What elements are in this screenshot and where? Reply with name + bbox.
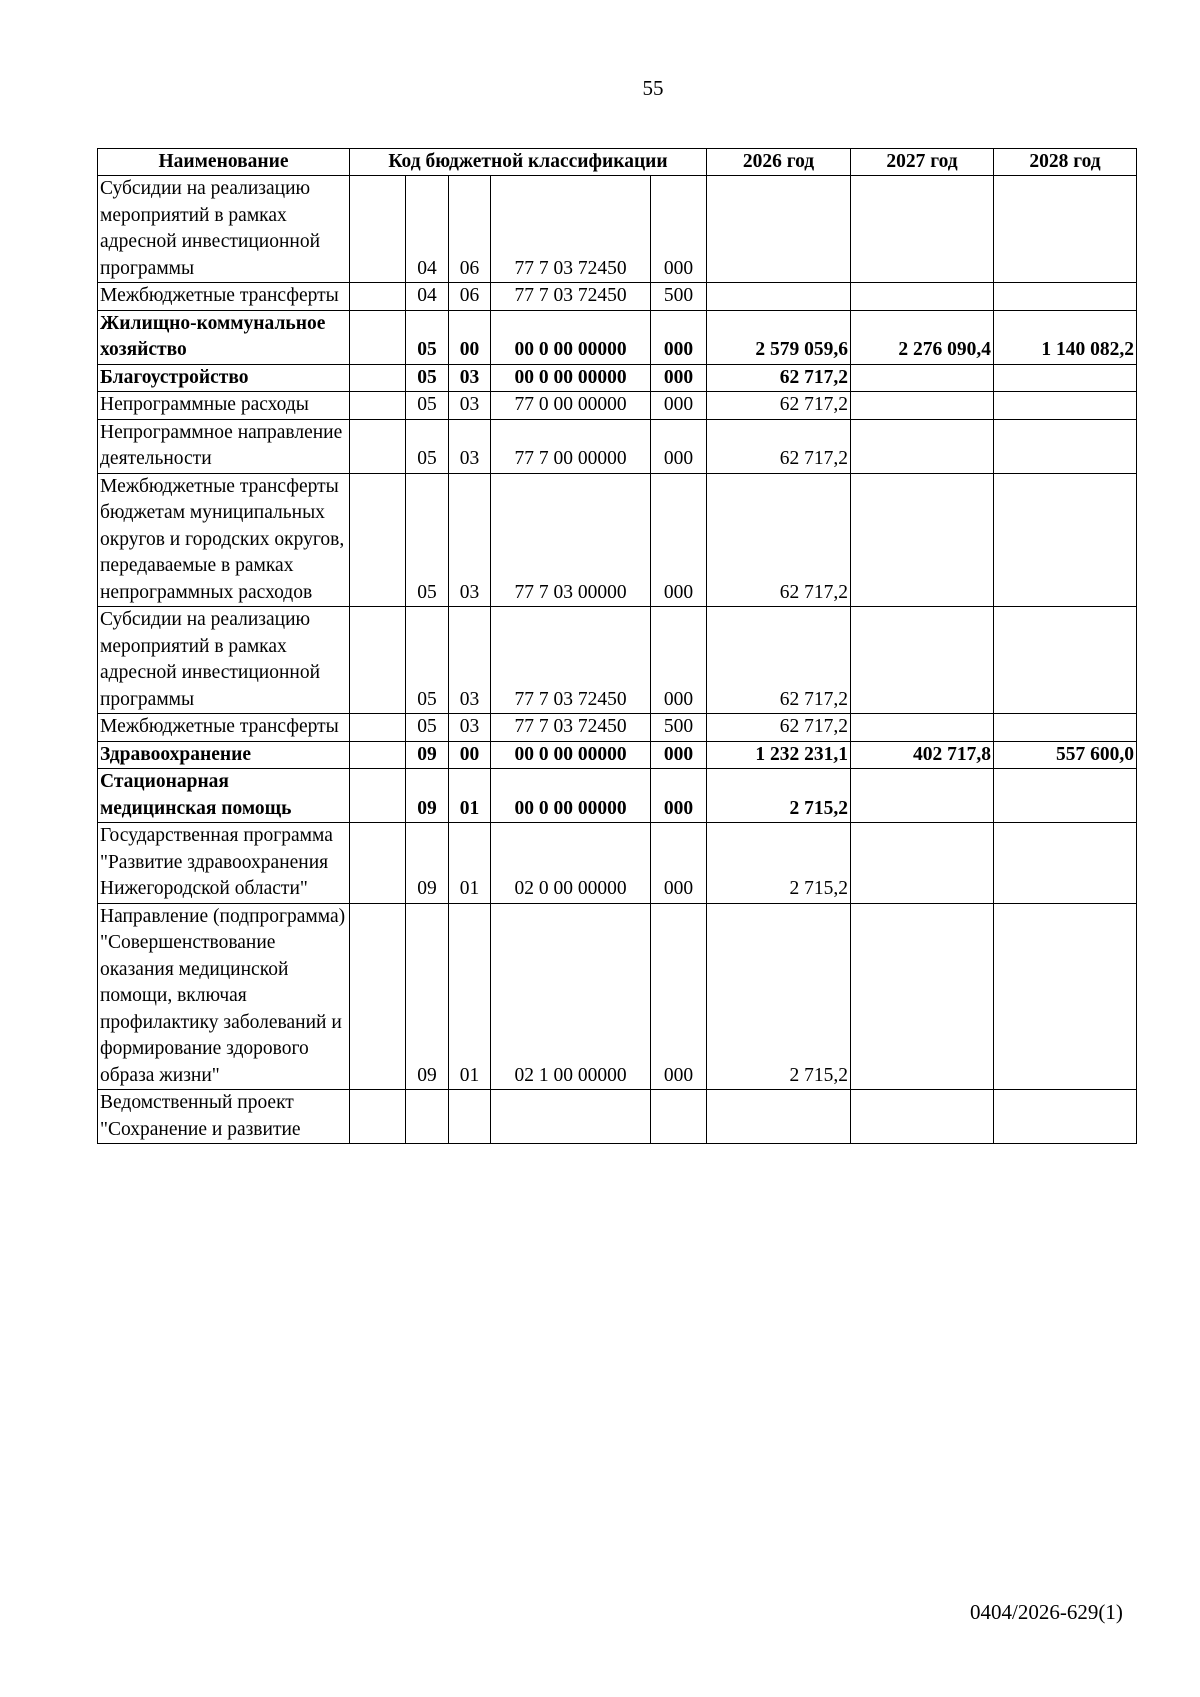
cell-target-article: 77 7 03 72450 — [491, 176, 651, 283]
cell-2028 — [994, 176, 1137, 283]
table-row — [98, 823, 1137, 904]
cell-2028 — [994, 392, 1137, 420]
table-row — [98, 903, 1137, 1090]
cell-target-article: 00 0 00 00000 — [491, 364, 651, 392]
cell-2026: 2 715,2 — [707, 903, 851, 1090]
cell-2026: 62 717,2 — [707, 364, 851, 392]
cell-2026: 62 717,2 — [707, 473, 851, 607]
cell-target-article: 77 7 03 72450 — [491, 714, 651, 742]
cell-section: 04 — [406, 283, 449, 311]
cell-section: 05 — [406, 714, 449, 742]
cell-name: Стационарная медицинская помощь — [98, 769, 350, 823]
cell-spacer — [350, 1090, 406, 1144]
cell-target-article: 77 7 03 00000 — [491, 473, 651, 607]
budget-table — [97, 148, 1137, 1144]
cell-expense-type: 000 — [651, 364, 707, 392]
cell-2027 — [851, 714, 994, 742]
cell-name: Государственная программа "Развитие здравоохранения Нижегородской области" — [98, 823, 350, 904]
cell-subsection: 03 — [449, 714, 491, 742]
table-row — [98, 741, 1137, 769]
cell-2026: 1 232 231,1 — [707, 741, 851, 769]
table-body — [98, 176, 1137, 1144]
table-header-row — [98, 149, 1137, 176]
cell-2026: 62 717,2 — [707, 714, 851, 742]
table-row — [98, 607, 1137, 714]
cell-2028 — [994, 473, 1137, 607]
cell-expense-type: 500 — [651, 714, 707, 742]
cell-target-article: 00 0 00 00000 — [491, 741, 651, 769]
cell-2028 — [994, 283, 1137, 311]
cell-2027 — [851, 607, 994, 714]
cell-name: Субсидии на реализацию мероприятий в рамках адресной инвестиционной программы — [98, 176, 350, 283]
cell-2027 — [851, 903, 994, 1090]
header-2027: 2027 год — [851, 149, 994, 176]
cell-expense-type: 000 — [651, 903, 707, 1090]
cell-2026: 2 715,2 — [707, 823, 851, 904]
cell-expense-type: 000 — [651, 769, 707, 823]
cell-section: 05 — [406, 607, 449, 714]
cell-subsection: 00 — [449, 310, 491, 364]
table-row — [98, 364, 1137, 392]
cell-2028 — [994, 607, 1137, 714]
cell-2028 — [994, 1090, 1137, 1144]
cell-2027 — [851, 823, 994, 904]
cell-section: 05 — [406, 419, 449, 473]
cell-subsection: 06 — [449, 176, 491, 283]
cell-spacer — [350, 903, 406, 1090]
cell-spacer — [350, 176, 406, 283]
cell-2027 — [851, 283, 994, 311]
cell-target-article: 77 7 00 00000 — [491, 419, 651, 473]
cell-2027 — [851, 473, 994, 607]
cell-spacer — [350, 823, 406, 904]
cell-expense-type — [651, 1090, 707, 1144]
cell-target-article: 00 0 00 00000 — [491, 310, 651, 364]
cell-name: Межбюджетные трансферты бюджетам муниципальных округов и городских округов, передаваемые в рамках непрограммных расходов — [98, 473, 350, 607]
cell-spacer — [350, 741, 406, 769]
cell-2026 — [707, 283, 851, 311]
cell-expense-type: 000 — [651, 310, 707, 364]
cell-name: Межбюджетные трансферты — [98, 714, 350, 742]
cell-expense-type: 000 — [651, 392, 707, 420]
cell-spacer — [350, 310, 406, 364]
cell-2026: 2 715,2 — [707, 769, 851, 823]
cell-section: 04 — [406, 176, 449, 283]
cell-2026 — [707, 176, 851, 283]
cell-2027 — [851, 419, 994, 473]
cell-expense-type: 500 — [651, 283, 707, 311]
cell-section — [406, 1090, 449, 1144]
cell-name: Ведомственный проект "Сохранение и развитие — [98, 1090, 350, 1144]
cell-subsection: 01 — [449, 903, 491, 1090]
cell-name: Благоустройство — [98, 364, 350, 392]
cell-2028: 557 600,0 — [994, 741, 1137, 769]
cell-expense-type: 000 — [651, 741, 707, 769]
cell-spacer — [350, 714, 406, 742]
cell-spacer — [350, 419, 406, 473]
cell-2028: 1 140 082,2 — [994, 310, 1137, 364]
table-row — [98, 392, 1137, 420]
cell-name: Непрограммные расходы — [98, 392, 350, 420]
cell-subsection: 03 — [449, 607, 491, 714]
header-code: Код бюджетной классификации — [350, 149, 707, 176]
cell-target-article — [491, 1090, 651, 1144]
cell-2027: 402 717,8 — [851, 741, 994, 769]
cell-target-article: 02 0 00 00000 — [491, 823, 651, 904]
cell-section: 09 — [406, 769, 449, 823]
cell-target-article: 77 7 03 72450 — [491, 607, 651, 714]
cell-2028 — [994, 419, 1137, 473]
cell-name: Субсидии на реализацию мероприятий в рамках адресной инвестиционной программы — [98, 607, 350, 714]
cell-target-article: 77 7 03 72450 — [491, 283, 651, 311]
cell-section: 05 — [406, 392, 449, 420]
cell-spacer — [350, 283, 406, 311]
table-row — [98, 176, 1137, 283]
cell-subsection: 03 — [449, 392, 491, 420]
cell-2027 — [851, 1090, 994, 1144]
cell-section: 09 — [406, 741, 449, 769]
document-code: 0404/2026-629(1) — [970, 1600, 1123, 1624]
cell-section: 05 — [406, 364, 449, 392]
cell-subsection — [449, 1090, 491, 1144]
cell-2028 — [994, 714, 1137, 742]
header-name: Наименование — [98, 149, 350, 176]
cell-section: 05 — [406, 310, 449, 364]
table-row — [98, 473, 1137, 607]
cell-2026: 2 579 059,6 — [707, 310, 851, 364]
cell-subsection: 03 — [449, 473, 491, 607]
cell-section: 09 — [406, 903, 449, 1090]
cell-expense-type: 000 — [651, 473, 707, 607]
page-number: 55 — [642, 76, 664, 100]
cell-name: Здравоохранение — [98, 741, 350, 769]
cell-subsection: 06 — [449, 283, 491, 311]
cell-2028 — [994, 769, 1137, 823]
cell-subsection: 03 — [449, 364, 491, 392]
cell-name: Непрограммное направление деятельности — [98, 419, 350, 473]
cell-2028 — [994, 903, 1137, 1090]
cell-expense-type: 000 — [651, 419, 707, 473]
cell-spacer — [350, 769, 406, 823]
cell-target-article: 02 1 00 00000 — [491, 903, 651, 1090]
cell-expense-type: 000 — [651, 607, 707, 714]
cell-target-article: 00 0 00 00000 — [491, 769, 651, 823]
cell-2027: 2 276 090,4 — [851, 310, 994, 364]
cell-name: Межбюджетные трансферты — [98, 283, 350, 311]
cell-2027 — [851, 769, 994, 823]
cell-2027 — [851, 176, 994, 283]
cell-2026 — [707, 1090, 851, 1144]
header-2026: 2026 год — [707, 149, 851, 176]
cell-subsection: 03 — [449, 419, 491, 473]
cell-name: Жилищно-коммунальное хозяйство — [98, 310, 350, 364]
cell-section: 05 — [406, 473, 449, 607]
cell-section: 09 — [406, 823, 449, 904]
cell-target-article: 77 0 00 00000 — [491, 392, 651, 420]
table-row — [98, 419, 1137, 473]
cell-2026: 62 717,2 — [707, 392, 851, 420]
header-2028: 2028 год — [994, 149, 1137, 176]
table-row — [98, 714, 1137, 742]
cell-subsection: 00 — [449, 741, 491, 769]
cell-spacer — [350, 392, 406, 420]
cell-spacer — [350, 473, 406, 607]
cell-name: Направление (подпрограмма) "Совершенствование оказания медицинской помощи, включая профилактику заболеваний и формирование здорового образа жизни" — [98, 903, 350, 1090]
cell-spacer — [350, 607, 406, 714]
cell-spacer — [350, 364, 406, 392]
table-row — [98, 283, 1137, 311]
cell-2028 — [994, 823, 1137, 904]
cell-subsection: 01 — [449, 823, 491, 904]
cell-subsection: 01 — [449, 769, 491, 823]
table-row — [98, 1090, 1137, 1144]
cell-2026: 62 717,2 — [707, 419, 851, 473]
cell-2027 — [851, 392, 994, 420]
cell-2028 — [994, 364, 1137, 392]
cell-2026: 62 717,2 — [707, 607, 851, 714]
cell-expense-type: 000 — [651, 176, 707, 283]
cell-expense-type: 000 — [651, 823, 707, 904]
table-row — [98, 310, 1137, 364]
cell-2027 — [851, 364, 994, 392]
table-row — [98, 769, 1137, 823]
